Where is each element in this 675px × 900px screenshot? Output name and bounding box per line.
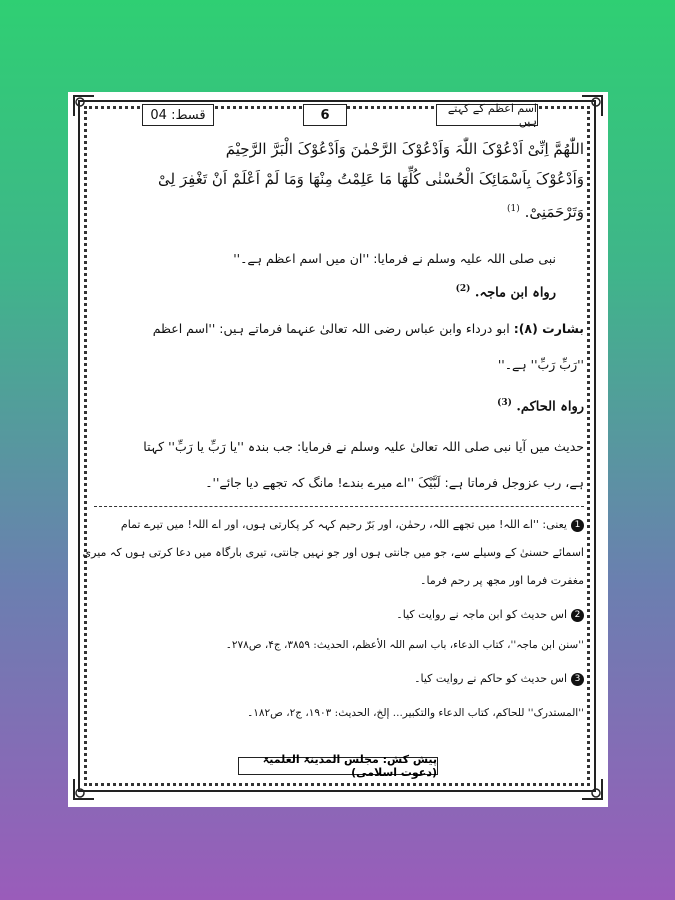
hadith-source xyxy=(497,398,584,414)
publisher-footer: پیش کش: مجلس المدینۃ العلمیۃ (دعوت اسلامی) xyxy=(238,757,438,775)
bisharat-line xyxy=(153,318,584,340)
footnote-text: مغفرت فرما اور مجھ پر رحم فرما۔ xyxy=(420,574,584,587)
hadith-text: نبی صلی اللہ علیہ وسلم نے فرمایا: ''ان میں اسم اعظم ہے۔'' xyxy=(233,251,556,266)
source-text: رواہ ابن ماجہ. xyxy=(474,285,556,301)
footnote-text: یعنی: ''اے اللہ! میں تجھے اللہ، رحمٰن، اور بَرّ رحیم کہہ کر پکارتی ہوں، اور اے اللہ! میں تیرے تمام xyxy=(120,518,567,531)
page-header xyxy=(138,104,536,130)
dua-line: وَاَدْعُوْکَ بِاَسْمَائِکَ الْحُسْنٰی کُلِّھَا مَا عَلِمْتُ مِنْھَا وَمَا لَمْ اَعْلَمْ اَنْ تَغْفِرَ لِیْ xyxy=(158,170,584,188)
corner-ornament-icon xyxy=(72,777,96,801)
footnote-item xyxy=(414,670,584,688)
part-label: قسط: 04 xyxy=(142,104,214,126)
page-title: اسم اعظم کے کہتے ہیں xyxy=(436,104,538,126)
footnote-mark: 3 xyxy=(571,673,584,686)
hadith-text: ہے، رب عزوجل فرماتا ہے: لَبَّیْکَ ''اے میرے بندے! مانگ کہ تجھے دیا جائے''۔ xyxy=(205,475,584,490)
footnote-mark: 2 xyxy=(571,609,584,622)
footnote-ref: (3) xyxy=(497,398,512,408)
dua-line xyxy=(507,196,584,226)
bisharat-line: ''رَبِّ رَبِّ'' ہے۔'' xyxy=(497,357,584,372)
footnote-text: اس حدیث کو حاکم نے روایت کیا۔ xyxy=(414,672,567,685)
footnote-separator xyxy=(94,506,584,507)
footnote-mark: 1 xyxy=(571,519,584,532)
hadith-text: حدیث میں آیا نبی صلی اللہ تعالیٰ علیہ وسلم نے فرمایا: جب بندہ ''یا رَبِّ یا رَبِّ'' کہتا xyxy=(143,439,584,454)
footnote-ref: (1) xyxy=(507,204,520,214)
footnote-reference: ''سنن ابن ماجہ''، کتاب الدعاء، باب اسم اللہ الأعظم، الحدیث: ۳۸۵۹، ج۴، ص۲۷۸۔ xyxy=(225,639,584,651)
bisharat-label: بشارت (۸): xyxy=(513,321,584,336)
footnote-ref: (2) xyxy=(455,284,471,294)
footnote-text: اس حدیث کو ابن ماجہ نے روایت کیا۔ xyxy=(396,608,567,621)
footnote-text: اسمائے حسنیٰ کے وسیلے سے، جو میں جانتی ہوں اور جو نہیں جانتی، تیری بارگاہ میں دعا کرتی ہوں کہ میری xyxy=(82,546,584,559)
footnote-reference: ''المستدرک'' للحاکم، کتاب الدعاء والتکبیر... إلخ، الحدیث: ۱۹۰۳، ج۲، ص۱۸۲۔ xyxy=(247,707,584,719)
document-page xyxy=(68,92,608,807)
dua-line: اللّٰهُمَّ اِنِّیْ اَدْعُوْکَ اللّٰہَ وَاَدْعُوْکَ الرَّحْمٰنَ وَاَدْعُوْکَ الْبَرَّ الرَّحِیْمَ xyxy=(225,140,584,158)
dua-text: وَتَرْحَمَنِیْ. xyxy=(524,203,584,221)
corner-ornament-icon xyxy=(580,94,604,118)
page-number: 6 xyxy=(303,104,347,126)
footnote-item xyxy=(121,516,584,534)
corner-ornament-icon xyxy=(72,94,96,118)
source-text: رواہ الحاکم. xyxy=(516,399,584,415)
bisharat-text: ابو درداء وابن عباس رضی اللہ تعالیٰ عنہما فرماتے ہیں: ''اسم اعظم xyxy=(152,321,510,336)
footnote-item xyxy=(396,606,584,624)
hadith-source xyxy=(456,284,556,300)
corner-ornament-icon xyxy=(580,777,604,801)
